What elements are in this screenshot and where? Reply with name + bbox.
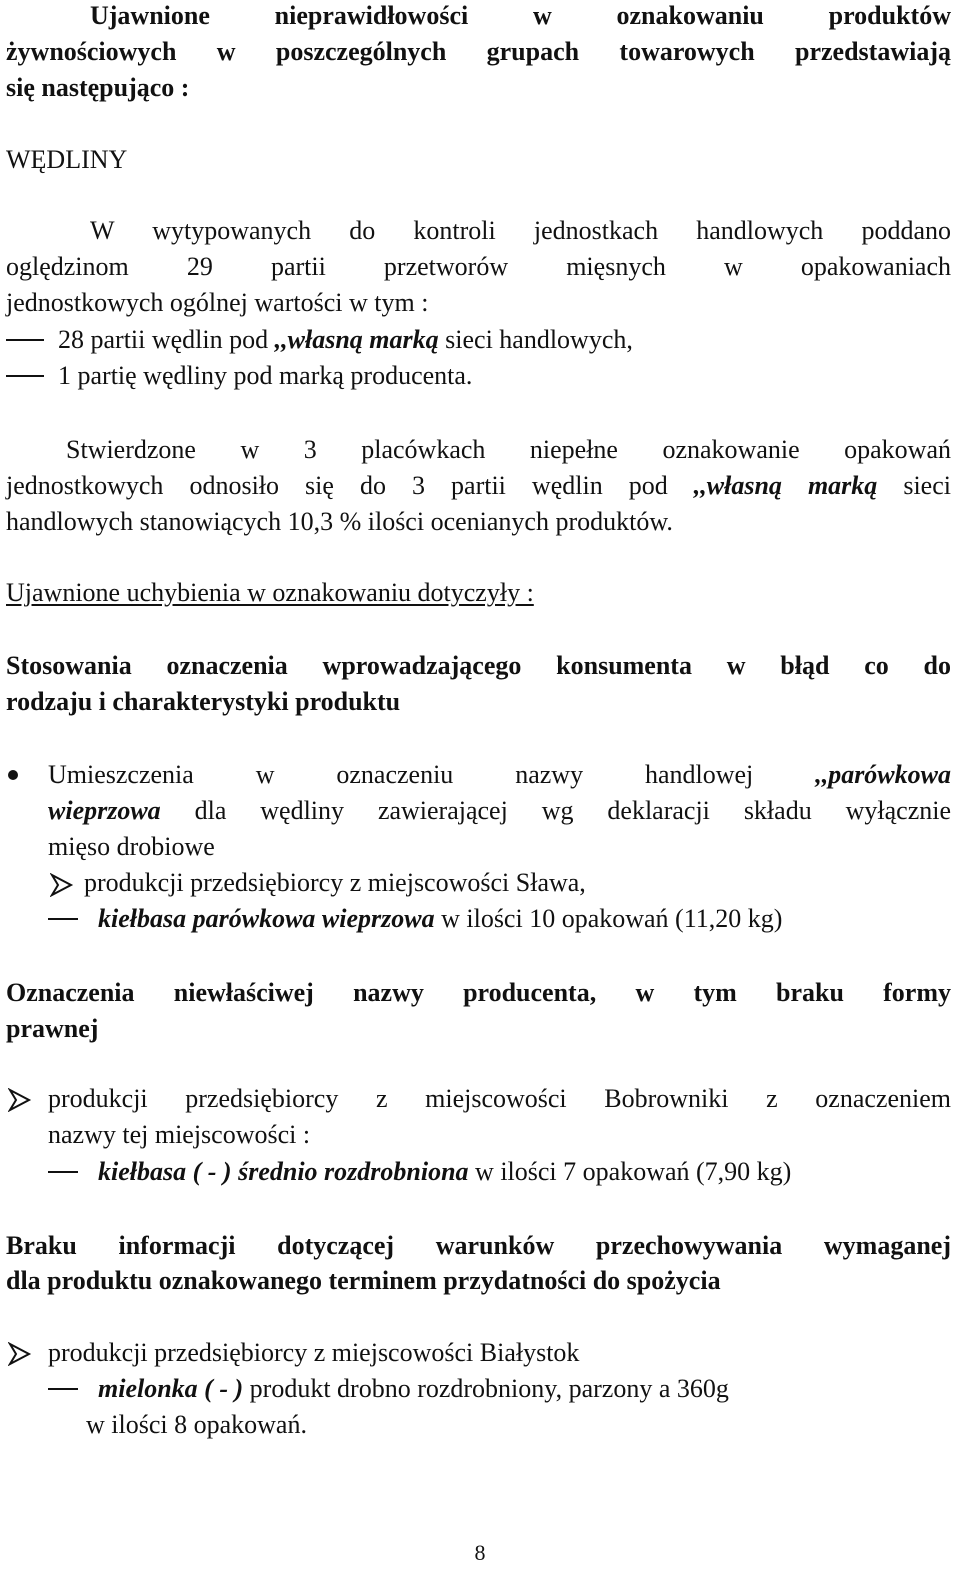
issue3-heading-line-2: dla produktu oznakowanego terminem przydatności do spożycia <box>6 1266 721 1295</box>
bullet-icon <box>8 770 18 780</box>
issue1-bullet-line-1: Umieszczenia w oznaczeniu nazwy handlowej ,,parówkowa <box>48 760 951 789</box>
para1-line-3: jednostkowych ogólnej wartości w tym : <box>6 288 429 317</box>
issue3-product: mielonka ( - ) produkt drobno rozdrobniony, parzony a 360g <box>48 1371 729 1407</box>
dash-icon <box>48 918 78 920</box>
intro-line-3: się następująco : <box>6 73 190 102</box>
intro-line-1: Ujawnione nieprawidłowości w oznakowaniu produktów <box>90 1 951 30</box>
issue1-heading-line-2: rodzaju i charakterystyki produktu <box>6 687 401 716</box>
dash-icon <box>6 375 44 377</box>
issue2-heading-line-2: prawnej <box>6 1014 99 1043</box>
dash-icon <box>48 1388 78 1390</box>
issue2-producer-line-1: produkcji przedsiębiorcy z miejscowości Bobrowniki z oznaczeniem <box>48 1084 951 1113</box>
arrowhead-icon <box>50 873 74 897</box>
arrowhead-icon <box>8 1088 32 1112</box>
issue1-bullet-line-2: wieprzowa dla wędliny zawierającej wg deklaracji składu wyłącznie <box>48 796 951 825</box>
para1-line-1: W wytypowanych do kontroli jednostkach handlowych poddano <box>90 216 951 245</box>
findings-heading: Ujawnione uchybienia w oznakowaniu dotyczyły : <box>6 578 534 607</box>
issue1-heading-line-1: Stosowania oznaczenia wprowadzającego konsumenta w błąd co do <box>6 651 951 680</box>
dash-icon <box>48 1171 78 1173</box>
issue3-heading-line-1: Braku informacji dotyczącej warunków przechowywania wymaganej <box>6 1231 951 1260</box>
arrowhead-icon <box>8 1342 32 1366</box>
dash-icon <box>6 339 44 341</box>
para2-line-1: Stwierdzone w 3 placówkach niepełne oznakowanie opakowań <box>66 435 951 464</box>
issue2-heading-line-1: Oznaczenia niewłaściwej nazwy producenta, w tym braku formy <box>6 978 951 1007</box>
section-title: WĘDLINY <box>6 145 128 174</box>
issue2-product: kiełbasa ( - ) średnio rozdrobniona w ilości 7 opakowań (7,90 kg) <box>48 1154 791 1190</box>
issue3-producer: produkcji przedsiębiorcy z miejscowości Białystok <box>48 1338 580 1367</box>
issue1-bullet-line-3: mięso drobiowe <box>48 832 215 861</box>
issue1-product: kiełbasa parówkowa wieprzowa w ilości 10 opakowań (11,20 kg) <box>48 901 782 937</box>
page-number: 8 <box>474 1540 486 1565</box>
issue2-producer-line-2: nazwy tej miejscowości : <box>48 1120 311 1149</box>
item-1: 28 partii wędlin pod ,,własną marką sieci handlowych, <box>6 322 633 358</box>
issue3-product-line-2: w ilości 8 opakowań. <box>86 1410 307 1439</box>
para2-line-3: handlowych stanowiących 10,3 % ilości ocenianych produktów. <box>6 507 673 536</box>
issue1-producer: produkcji przedsiębiorcy z miejscowości Sława, <box>84 868 586 897</box>
para2-line-2: jednostkowych odnosiło się do 3 partii wędlin pod ,,własną marką sieci <box>6 471 951 500</box>
item-2: 1 partię wędliny pod marką producenta. <box>6 358 472 394</box>
intro-line-2: żywnościowych w poszczególnych grupach towarowych przedstawiają <box>6 37 951 66</box>
para1-line-2: oględzinom 29 partii przetworów mięsnych w opakowaniach <box>6 252 951 281</box>
